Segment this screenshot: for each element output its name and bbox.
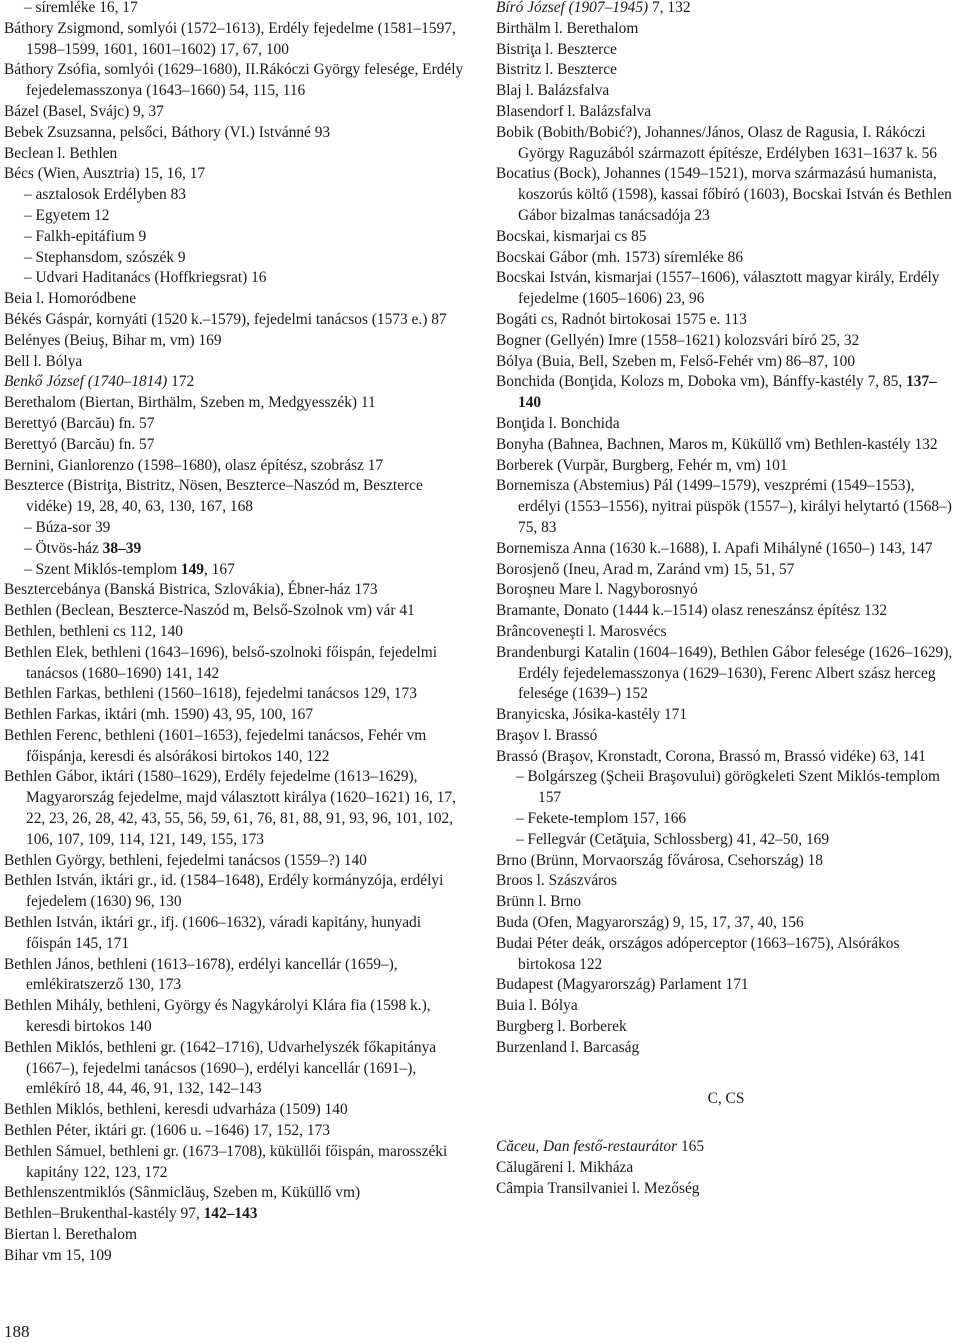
index-entry: Brassó (Braşov, Kronstadt, Corona, Brassó m, Brassó vidéke) 63, 141 [496, 747, 926, 765]
index-subentry [4, 539, 468, 560]
index-entry: Budapest (Magyarország) Parlament 171 [496, 976, 749, 994]
index-entry: Bornemisza (Abstemius) Pál (1499–1579), veszprémi (1549–1553), erdélyi (1553–1556), nyitrai püspök (1557–), királyi helytartó (1568–) 75, 83 [496, 477, 952, 536]
index-entry: Birthälm l. Berethalom [496, 19, 639, 37]
index-entry: Bethlen Mihály, bethleni, György és Nagykárolyi Klára fia (1598 k.), keresdi birtokos 140 [4, 997, 431, 1036]
index-column-left [4, 0, 468, 1267]
index-entry: Bethlen Gábor, iktári (1580–1629), Erdély fejedelme (1613–1629), Magyarország fejedelme, majd választott királya (1620–1621) 16, 17, 22, 23, 26, 28, 42, 43, 55, 56, 59, 61, 76, 81, 88, 91, 93, 96, 101, 102, 106, 107, 109, 114, 121, 149, 155, 173 [4, 768, 456, 848]
index-entry: Buda (Ofen, Magyarország) 9, 15, 17, 37, 40, 156 [496, 914, 804, 932]
index-entry: Bocskai, kismarjai cs 85 [496, 227, 647, 245]
index-entry: Bethlen István, iktári gr., id. (1584–1648), Erdély kormányzója, erdélyi fejedelem (1630) 96, 130 [4, 872, 444, 911]
index-entry: Beszterce (Bistriţa, Bistritz, Nösen, Beszterce–Naszód m, Beszterce vidéke) 19, 28, 40, 63, 130, 167, 168 [4, 477, 423, 516]
index-entry: Blasendorf l. Balázsfalva [496, 102, 652, 120]
index-subentry: – Udvari Haditanács (Hoffkriegsrat) 16 [24, 269, 267, 287]
index-subentry: – Fekete-templom 157, 166 [516, 810, 687, 828]
index-entry: Bornemisza Anna (1630 k.–1688), I. Apafi Mihályné (1650–) 143, 147 [496, 539, 933, 557]
index-subentry: – Egyetem 12 [24, 206, 110, 224]
index-subentry: – Stephansdom, szószék 9 [24, 248, 186, 266]
index-entry: Broos l. Szászváros [496, 872, 617, 890]
index-entry: Braşov l. Brassó [496, 726, 598, 744]
index-entry: Bethlen (Beclean, Beszterce-Naszód m, Belső-Szolnok vm) vár 41 [4, 602, 415, 620]
index-entry: Bethlen Farkas, iktári (mh. 1590) 43, 95, 100, 167 [4, 706, 314, 724]
entry-text-part: 7, 132 [648, 0, 691, 16]
index-entry: Bethlen Miklós, bethleni gr. (1642–1716), Udvarhelyszék főkapitánya (1667–), fejedelmi tanácsos (1690–), erdélyi kancellár (1691–), emlékíró 18, 44, 46, 91, 132, 142–143 [4, 1038, 437, 1098]
index-entry: Brünn l. Brno [496, 893, 582, 911]
index-entry: Boroşneu Mare l. Nagyborosnyó [496, 581, 698, 599]
index-subentry: – Bolgárszeg (Şcheii Braşovului) görögkeleti Szent Miklós-templom 157 [516, 768, 941, 807]
entry-text-part: 38–39 [102, 539, 142, 557]
index-entry [496, 0, 956, 19]
index-entry: Bihar vm 15, 109 [4, 1246, 112, 1264]
index-entry: Bethlen, bethleni cs 112, 140 [4, 622, 183, 640]
entry-text-part: Bíró József (1907–1945) [496, 0, 649, 16]
index-entry [4, 372, 468, 393]
index-subentry: – Fellegvár (Cetăţuia, Schlossberg) 41, 42–50, 169 [516, 830, 830, 848]
index-entry: Călugăreni l. Mikháza [496, 1159, 634, 1177]
index-entry: Brâncoveneşti l. Marosvécs [496, 622, 667, 640]
index-entry: Bistriţa l. Beszterce [496, 40, 617, 58]
index-entry: Bonyha (Bahnea, Bachnen, Maros m, Küküllő vm) Bethlen-kastély 132 [496, 435, 938, 453]
entry-text-part: Benkő József (1740–1814) [4, 373, 168, 391]
index-entry: Bethlen György, bethleni, fejedelmi tanácsos (1559–?) 140 [4, 851, 367, 869]
entry-text-part: 137–140 [518, 373, 937, 412]
index-entry: Bell l. Bólya [4, 352, 83, 370]
index-entry: Borosjenő (Ineu, Arad m, Zaránd vm) 15, 51, 57 [496, 560, 795, 578]
index-entry: Burzenland l. Barcaság [496, 1038, 640, 1056]
index-entry: Burgberg l. Borberek [496, 1018, 627, 1036]
index-entry: Berethalom (Biertan, Birthälm, Szeben m, Medgyesszék) 11 [4, 394, 376, 412]
index-entry: Bernini, Gianlorenzo (1598–1680), olasz építész, szobrász 17 [4, 456, 384, 474]
index-entry: Békés Gáspár, kornyáti (1520 k.–1579), fejedelmi tanácsos (1573 e.) 87 [4, 310, 447, 328]
index-entry: Bocatius (Bock), Johannes (1549–1521), morva származású humanista, koszorús költő (1598), kassai főbíró (1603), Bocskai István és Bethlen Gábor bizalmas tanácsadója 23 [496, 165, 952, 224]
index-subentry: – Falkh-epitáfium 9 [24, 227, 147, 245]
entry-text-part: 142–143 [203, 1205, 258, 1223]
index-entry: Bogner (Gellyén) Imre (1558–1621) kolozsvári bíró 25, 32 [496, 331, 860, 349]
entry-text-part: 172 [167, 373, 195, 391]
entry-text-part: Bonchida (Bonţida, Kolozs m, Doboka vm), Bánffy-kastély 7, 85, [496, 373, 907, 391]
entry-text-part: , 167 [203, 560, 235, 578]
entry-text-part: Bethlen–Brukenthal-kastély 97, [4, 1205, 204, 1223]
index-entry [4, 1204, 468, 1225]
index-subentry [4, 560, 468, 581]
page-number: 188 [4, 1322, 30, 1341]
index-entry: Báthory Zsigmond, somlyói (1572–1613), Erdély fejedelme (1581–1597, 1598–1599, 1601, 1601–1602) 17, 67, 100 [4, 19, 456, 58]
index-entry: Bonţida l. Bonchida [496, 414, 620, 432]
index-entry: Berettyó (Barcău) fn. 57 [4, 435, 155, 453]
index-entry: Báthory Zsófia, somlyói (1629–1680), II.Rákóczi György felesége, Erdély fejedelemasszonya (1643–1660) 54, 115, 116 [4, 61, 464, 100]
index-entry [496, 372, 956, 414]
index-entry: Bebek Zsuzsanna, pelsőci, Báthory (VI.) Istvánné 93 [4, 123, 331, 141]
index-entry: Bethlen Elek, bethleni (1643–1696), belső-szolnoki főispán, fejedelmi tanácsos (1680–1690) 141, 142 [4, 643, 437, 682]
index-entry: Besztercebánya (Banská Bistrica, Szlovákia), Ébner-ház 173 [4, 581, 378, 599]
index-entry: Bethlen Farkas, bethleni (1560–1618), fejedelmi tanácsos 129, 173 [4, 685, 417, 703]
index-entry: Bobik (Bobith/Bobić?), Johannes/János, Olasz de Ragusia, I. Rákóczi György Raguzából származott építésze, Erdélyben 1631–1637 k. 56 [496, 123, 937, 162]
index-entry: Bethlenszentmiklós (Sânmiclăuş, Szeben m, Küküllő vm) [4, 1184, 361, 1202]
index-entry: Bethlen Ferenc, bethleni (1601–1653), fejedelmi tanácsos, Fehér vm főispánja, keresdi és alsórákosi birtokos 140, 122 [4, 726, 427, 765]
section-heading: C, CS [707, 1089, 745, 1107]
index-entry: Bocskai Gábor (mh. 1573) síremléke 86 [496, 248, 744, 266]
index-entry: Bethlen Miklós, bethleni, keresdi udvarháza (1509) 140 [4, 1101, 348, 1119]
index-entry: Bethlen Sámuel, bethleni gr. (1673–1708), küküllői főispán, marosszéki kapitány 122, 123, 172 [4, 1142, 448, 1181]
index-entry: Bázel (Basel, Svájc) 9, 37 [4, 102, 164, 120]
index-entry: Bólya (Buia, Bell, Szeben m, Felső-Fehér vm) 86–87, 100 [496, 352, 856, 370]
entry-text-part: 165 [677, 1138, 705, 1156]
index-entry: Bethlen Péter, iktári gr. (1606 u. –1646) 17, 152, 173 [4, 1122, 330, 1140]
index-entry: Berettyó (Barcău) fn. 57 [4, 414, 155, 432]
index-entry: Branyicska, Jósika-kastély 171 [496, 706, 688, 724]
index-entry: Blaj l. Balázsfalva [496, 82, 610, 100]
entry-text-part: – Ötvös-ház [24, 539, 103, 557]
index-entry: Beia l. Homoródbene [4, 290, 137, 308]
index-entry: Brandenburgi Katalin (1604–1649), Bethlen Gábor felesége (1626–1629), Erdély fejedelemasszonya (1629–1630), Ferenc Albert szász herceg felesége (1639–) 152 [496, 643, 953, 703]
index-entry: Bramante, Donato (1444 k.–1514) olasz reneszánsz építész 132 [496, 602, 888, 620]
index-entry: Bécs (Wien, Ausztria) 15, 16, 17 [4, 165, 206, 183]
entry-text-part: Căceu, Dan festő-restaurátor [496, 1138, 678, 1156]
index-subentry: – síremléke 16, 17 [24, 0, 138, 16]
index-entry: Bethlen István, iktári gr., ifj. (1606–1632), váradi kapitány, hunyadi főispán 145, 171 [4, 914, 422, 952]
index-entry: Buia l. Bólya [496, 997, 578, 1015]
index-subentry: – asztalosok Erdélyben 83 [24, 186, 186, 204]
index-column-right [496, 0, 956, 1200]
index-entry: Câmpia Transilvaniei l. Mezőség [496, 1180, 700, 1198]
index-entry: Bethlen János, bethleni (1613–1678), erdélyi kancellár (1659–), emlékiratszerző 130, 173 [4, 955, 398, 994]
index-entry: Brno (Brünn, Morvaország fővárosa, Csehország) 18 [496, 851, 823, 869]
index-entry: Beclean l. Bethlen [4, 144, 118, 162]
index-entry: Bocskai István, kismarjai (1557–1606), választott magyar király, Erdély fejedelme (1605–1606) 23, 96 [496, 269, 940, 308]
index-entry [496, 1137, 956, 1158]
entry-text-part: – Szent Miklós-templom [24, 560, 181, 578]
index-entry: Bogáti cs, Radnót birtokosai 1575 e. 113 [496, 310, 747, 328]
index-entry: Borberek (Vurpăr, Burgberg, Fehér m, vm) 101 [496, 456, 788, 474]
entry-text-part: 149 [180, 560, 204, 578]
index-entry: Biertan l. Berethalom [4, 1226, 137, 1244]
index-subentry: – Búza-sor 39 [24, 518, 111, 536]
index-entry: Belényes (Beiuş, Bihar m, vm) 169 [4, 331, 222, 349]
index-entry: Bistritz l. Beszterce [496, 61, 617, 79]
index-entry: Budai Péter deák, országos adóperceptor (1663–1675), Alsórákos birtokosa 122 [496, 934, 900, 973]
